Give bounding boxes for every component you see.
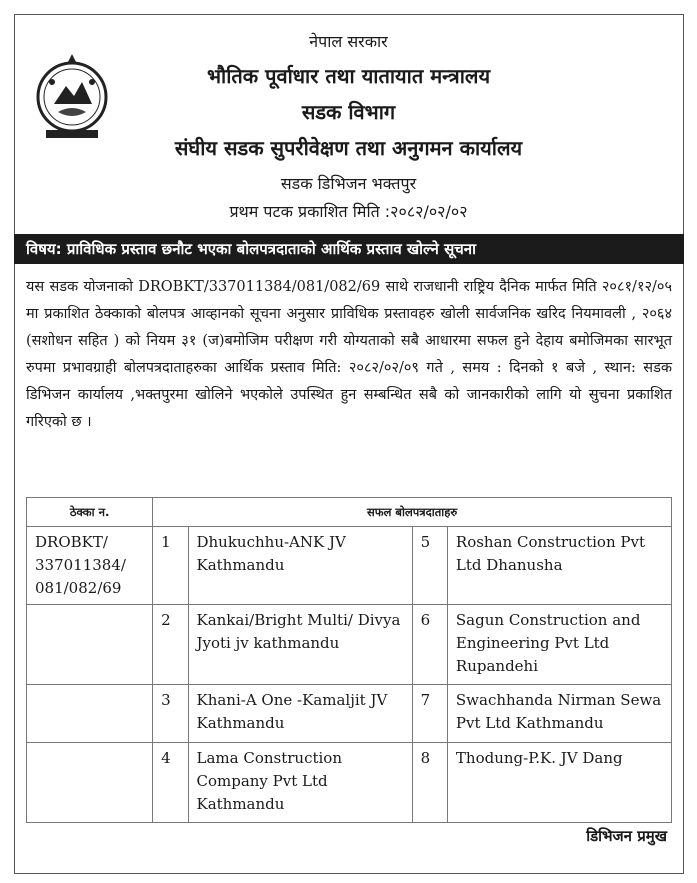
bidder-number: 7: [412, 685, 447, 743]
bidder-name: Swachhanda Nirman Sewa Pvt Ltd Kathmandu: [447, 685, 671, 743]
bidder-name: Kankai/Bright Multi/ Divya Jyoti jv kathmandu: [188, 605, 412, 685]
bidder-number: 1: [153, 527, 188, 605]
bidder-name: Khani-A One -Kamaljit JV Kathmandu: [188, 685, 412, 743]
bidder-number: 8: [412, 743, 447, 823]
table-row: [27, 743, 672, 823]
bidder-number: 5: [412, 527, 447, 605]
table-row: [27, 527, 672, 605]
contract-number: DROBKT/ 337011384/ 081/082/69: [27, 527, 153, 605]
bidder-name: Roshan Construction Pvt Ltd Dhanusha: [447, 527, 671, 605]
division-title: सडक डिभिजन भक्तपुर: [280, 174, 417, 193]
bidder-name: Lama Construction Company Pvt Ltd Kathmandu: [188, 743, 412, 823]
department-title: सडक विभाग: [301, 100, 396, 124]
bidder-number: 3: [153, 685, 188, 743]
bidder-name: Dhukuchhu-ANK JV Kathmandu: [188, 527, 412, 605]
contract-column-header: ठेक्का न.: [27, 498, 153, 527]
bidder-number: 2: [153, 605, 188, 685]
govt-title: नेपाल सरकार: [309, 32, 388, 51]
published-date: प्रथम पटक प्रकाशित मिति :२०८२/०२/०२: [229, 202, 468, 221]
bidder-number: 4: [153, 743, 188, 823]
ministry-title: भौतिक पूर्वाधार तथा यातायात मन्त्रालय: [206, 64, 491, 88]
subject-banner: विषय: प्राविधिक प्रस्ताव छनौट भएका बोलपत्रदाताको आर्थिक प्रस्ताव खोल्ने सूचना: [14, 234, 684, 264]
signature-label: डिभिजन प्रमुख: [586, 827, 667, 845]
table-row: [27, 685, 672, 743]
bidder-name: Thodung-P.K. JV Dang: [447, 743, 671, 823]
office-title: संघीय सडक सुपरीवेक्षण तथा अनुगमन कार्यालय: [174, 136, 523, 160]
table-row: [27, 605, 672, 685]
table-header-row: [27, 498, 672, 527]
bidder-name: Sagun Construction and Engineering Pvt Ltd Rupandehi: [447, 605, 671, 685]
bidder-number: 6: [412, 605, 447, 685]
bidders-table: [26, 497, 672, 823]
bidders-column-header: सफल बोलपत्रदाताहरु: [153, 498, 672, 527]
notice-body: यस सडक योजनाको DROBKT/337011384/081/082/69 साथे राजधानी राष्ट्रिय दैनिक मार्फत मिति २०८१/१२/०५ मा प्रकाशित ठेक्काको बोलपत्र आव्हानको सूचना अनुसार प्राविधिक प्रस्तावहरु खोली सार्वजनिक खरिद नियमावली , २०६४ (सशोधन सहित ) को नियम ३१ (ज)बमोजिम परीक्षण गरी योग्यताको सबै आधारमा सफल हुने देहाय बमोजिमका सारभूत रुपमा प्रभावग्राही बोलपत्रदाताहरुका आर्थिक प्रस्ताव मिति: २०८२/०२/०९ गते , समय : दिनको १ बजे , स्थान: सडक डिभिजन कार्यालय ,भक्तपुरमा खोलिने भएकोले उपस्थित हुन सम्बन्धित सबै को जानकारीको लागि यो सुचना प्रकाशित गरिएको छ ।: [26, 279, 672, 430]
